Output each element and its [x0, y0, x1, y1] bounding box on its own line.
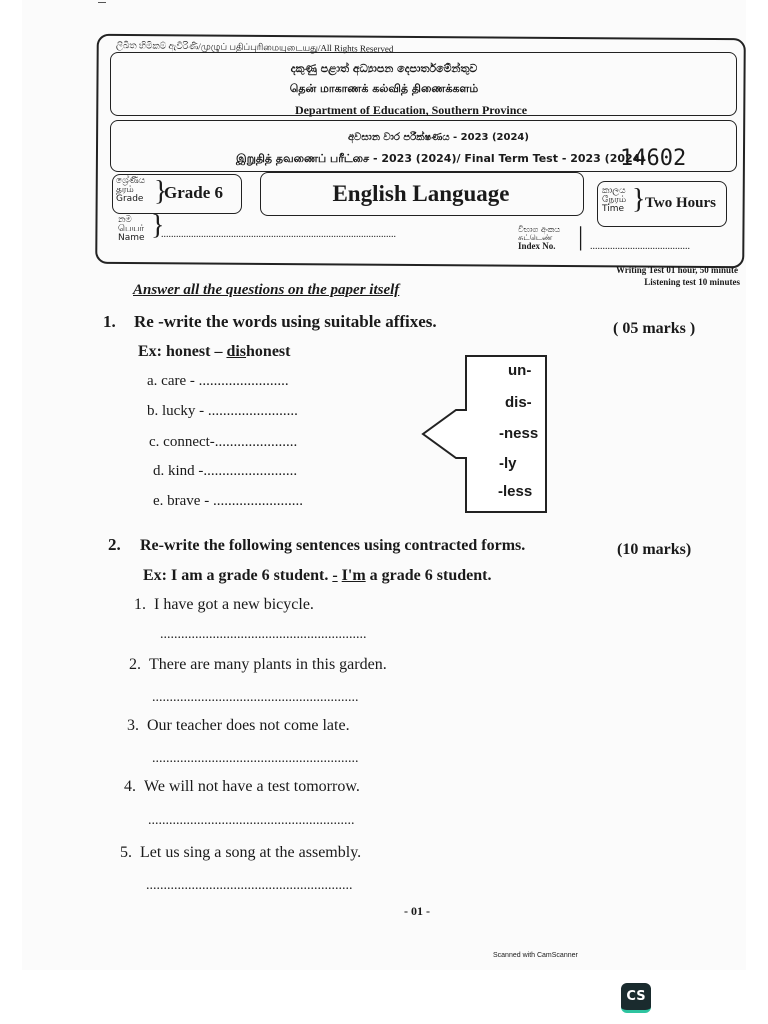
affix-dis: dis- — [505, 394, 532, 411]
q1-item-label: b. lucky - — [147, 403, 205, 419]
q2-item-3 — [127, 717, 350, 735]
q2-answer-blank-1[interactable]: ........................................................... — [160, 627, 367, 642]
scan-mark — [98, 2, 106, 3]
time-brace: } — [632, 184, 646, 215]
q2-item-number: 2. — [129, 656, 141, 673]
q1-item-label: c. connect- — [149, 434, 215, 450]
time-label-ta: நேரம் — [602, 195, 627, 205]
term-sinhala: අවසාන වාර පරීක්ෂණය - 2023 (2024) — [348, 132, 529, 143]
q1-example-affix: dis — [226, 343, 247, 360]
rights-text: ලිඛිත හිමිකම් ඇවිරිණි/முழுப் பதிப்புரிமையுடையது/All Rights Reserved — [115, 40, 394, 54]
q2-item-5 — [120, 844, 361, 862]
q2-answer-blank-2[interactable]: ........................................................... — [152, 690, 359, 705]
q1-answer-blank[interactable]: ...................... — [214, 434, 298, 450]
q2-item-number: 3. — [127, 717, 139, 734]
time-label — [602, 187, 626, 214]
name-label-si: නම — [118, 215, 132, 225]
name-label-ta: பெயர் — [118, 224, 145, 234]
grade-value: Grade 6 — [164, 183, 224, 202]
index-label-si: විභාග අංකය — [518, 225, 561, 234]
page-number: - 01 - — [404, 904, 430, 918]
q2-item-sentence: I have got a new bicycle. — [154, 596, 314, 613]
name-label-en: Name — [118, 233, 145, 243]
q1-marks: ( 05 marks ) — [613, 320, 696, 337]
grade-label-ta: தரம் — [116, 185, 134, 195]
affix-ness: -ness — [499, 425, 539, 442]
q1-item-label: a. care - — [147, 373, 195, 389]
instruction: Answer all the questions on the paper itself — [133, 282, 400, 298]
q1-item-label: e. brave - — [153, 493, 210, 509]
q1-example-word: honest — [246, 343, 291, 360]
index-label-en: Index No. — [518, 241, 556, 251]
time-label-si: කාලය — [602, 186, 626, 196]
affix-un: un- — [508, 362, 532, 379]
q2-item-4 — [124, 778, 360, 796]
q1-item-label: d. kind - — [153, 463, 204, 479]
dept-tamil: தென் மாகாணக் கல்வித் திணைக்களம் — [289, 82, 479, 95]
dept-sinhala: දකුණු පළාත් අධ්‍යාපන දෙපාර්තමේන්තුව — [290, 62, 478, 75]
q2-item-sentence: There are many plants in this garden. — [149, 656, 387, 673]
name-label — [118, 216, 145, 243]
paper-code: 14602 — [620, 146, 687, 171]
q1-answer-blank[interactable]: ........................ — [207, 403, 298, 419]
subject-title: English Language — [332, 181, 510, 206]
q2-answer-blank-5[interactable]: ........................................................... — [146, 878, 353, 893]
camscanner-logo: CS — [621, 983, 651, 1013]
q1-example-prefix: Ex: honest – — [138, 343, 223, 360]
dept-english: Department of Education, Southern Province — [294, 103, 528, 117]
q1-answer-blank[interactable]: ......................... — [203, 463, 298, 479]
time-label-en: Time — [602, 204, 625, 214]
grade-label-si: ශ්‍රේණිය — [116, 176, 146, 186]
q1-item-d — [153, 463, 297, 480]
q1-example — [138, 343, 290, 361]
index-label — [518, 226, 560, 250]
q2-item-number: 5. — [120, 844, 132, 861]
q2-item-1 — [134, 596, 314, 614]
scanner-watermark: Scanned with CamScanner — [493, 952, 578, 959]
q1-item-e — [153, 493, 303, 510]
q1-item-a — [147, 373, 289, 390]
grade-label — [116, 177, 145, 204]
time-value: Two Hours — [645, 195, 716, 211]
index-brace: | — [578, 222, 584, 251]
q1-text: Re -write the words using suitable affixes. — [134, 312, 437, 331]
q2-item-2 — [129, 656, 387, 674]
q2-example-contraction: I'm — [341, 567, 366, 584]
writing-test-duration: Writing Test 01 hour, 50 minute — [615, 265, 738, 275]
q2-number: 2. — [108, 535, 121, 554]
listening-test-duration: Listening test 10 minutes — [644, 277, 740, 287]
q2-item-sentence: Our teacher does not come late. — [147, 717, 350, 734]
q2-example — [143, 567, 491, 585]
affix-ly: -ly — [499, 455, 517, 472]
name-field[interactable]: .............................................................................................. — [161, 229, 396, 240]
q2-example-prefix: Ex: I am a grade 6 student. — [143, 567, 329, 584]
q2-example-dash: - — [332, 567, 338, 584]
q2-item-sentence: We will not have a test tomorrow. — [144, 778, 360, 795]
q2-item-number: 1. — [134, 596, 146, 613]
index-field[interactable]: ........................................ — [590, 241, 690, 252]
q2-marks: (10 marks) — [617, 541, 692, 558]
affix-less: -less — [498, 483, 533, 500]
q1-answer-blank[interactable]: ........................ — [198, 373, 289, 389]
q2-item-number: 4. — [124, 778, 136, 795]
q2-example-rest: a grade 6 student. — [369, 567, 492, 584]
grade-brace: } — [154, 176, 168, 207]
grade-label-en: Grade — [116, 194, 144, 204]
q2-text: Re-write the following sentences using contracted forms. — [140, 537, 526, 554]
q2-answer-blank-4[interactable]: ........................................................... — [148, 813, 355, 828]
q1-number: 1. — [103, 312, 116, 331]
q1-item-b — [147, 403, 298, 420]
q1-item-c — [149, 434, 297, 451]
name-brace: } — [151, 210, 165, 241]
term-tamil-english: இறுதித் தவணைப் பரீட்சை - 2023 (2024)/ Final Term Test - 2023 (2024) — [236, 152, 646, 165]
q1-answer-blank[interactable]: ........................ — [212, 493, 303, 509]
q2-answer-blank-3[interactable]: ........................................................... — [152, 751, 359, 766]
index-label-ta: சுட்டெண் — [518, 233, 553, 242]
q2-item-sentence: Let us sing a song at the assembly. — [140, 844, 362, 861]
